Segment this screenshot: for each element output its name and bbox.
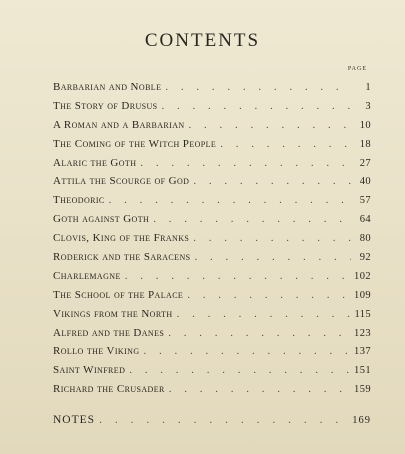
toc-entry [53, 229, 371, 248]
dot-leader [177, 305, 351, 324]
toc-entry-page: 18 [359, 138, 371, 150]
dot-leader [162, 97, 351, 116]
toc-entry-title: Barbarian and Noble [53, 81, 162, 93]
toc-entry [53, 172, 371, 191]
dot-leader [144, 342, 351, 361]
contents-list [53, 78, 371, 430]
toc-entry [53, 135, 371, 154]
toc-entry-title: The Coming of the Witch People [53, 137, 217, 150]
toc-entry-page: 40 [359, 176, 371, 188]
dot-leader [125, 267, 350, 286]
toc-entry-page: 10 [359, 119, 371, 131]
toc-entry [53, 342, 371, 361]
toc-entry-page: 27 [359, 157, 371, 169]
toc-entry-page: 92 [359, 252, 371, 264]
dot-leader [189, 116, 351, 135]
toc-entry-page: 109 [354, 289, 371, 301]
dot-leader [169, 380, 350, 399]
toc-entry [53, 324, 371, 343]
toc-entry [53, 191, 371, 210]
toc-entry-title: A Roman and a Barbarian [53, 118, 185, 131]
toc-entry-title: Saint Winfred [53, 364, 126, 377]
toc-entry-title: Theodoric [53, 194, 105, 207]
toc-entry-title: Clovis, King of the Franks [53, 232, 190, 245]
dot-leader [168, 324, 350, 343]
toc-entry-page: 80 [359, 233, 371, 245]
toc-entry [53, 361, 371, 380]
toc-entry [53, 380, 371, 399]
toc-entry [53, 154, 371, 173]
toc-entry-title: Rollo the Viking [53, 345, 140, 358]
toc-entry [53, 248, 371, 267]
toc-entry-title: The School of the Palace [53, 288, 184, 301]
toc-entry-page: 102 [354, 270, 371, 282]
toc-entry-title: Attila the Scourge of God [53, 175, 190, 188]
toc-entry-page: 3 [365, 100, 371, 112]
toc-entry [53, 210, 371, 229]
dot-leader [109, 191, 351, 210]
toc-entry [53, 97, 371, 116]
dot-leader [140, 154, 351, 173]
toc-entry [53, 116, 371, 135]
dot-leader [187, 286, 350, 305]
toc-entry-page: 137 [354, 346, 371, 358]
toc-entry-title: Goth against Goth [53, 213, 150, 226]
toc-entry-page: 115 [354, 308, 371, 320]
toc-entry-page: 159 [354, 384, 371, 396]
toc-entry-page: 1 [365, 82, 371, 93]
dot-leader [194, 248, 351, 267]
dot-leader [99, 411, 348, 430]
toc-entry-page: 151 [354, 365, 371, 377]
toc-entry-title: NOTES [53, 414, 96, 427]
dot-leader [220, 135, 351, 154]
dot-leader [153, 210, 351, 229]
toc-entry-title: Richard the Crusader [53, 383, 165, 396]
toc-entry-page: 123 [354, 327, 371, 339]
toc-entry-page: 169 [352, 415, 371, 427]
page-title: CONTENTS [144, 30, 261, 51]
dot-leader [165, 78, 351, 97]
toc-entry-title: The Story of Drusus [53, 99, 158, 112]
toc-entry-title: Alaric the Goth [53, 156, 137, 169]
toc-entry-notes [53, 411, 371, 430]
dot-leader [193, 229, 351, 248]
dot-leader [193, 172, 351, 191]
toc-entry [53, 78, 371, 97]
toc-entry-title: Charlemagne [53, 269, 121, 282]
page-column-label: PAGE [347, 66, 367, 72]
toc-entry-title: Roderick and the Saracens [53, 251, 191, 264]
toc-entry [53, 305, 371, 324]
toc-entry-page: 57 [359, 195, 371, 207]
dot-leader [129, 361, 350, 380]
toc-entry-page: 64 [359, 214, 371, 226]
toc-entry [53, 286, 371, 305]
toc-entry-title: Alfred and the Danes [53, 326, 165, 339]
toc-entry-title: Vikings from the North [53, 307, 173, 320]
toc-entry [53, 267, 371, 286]
